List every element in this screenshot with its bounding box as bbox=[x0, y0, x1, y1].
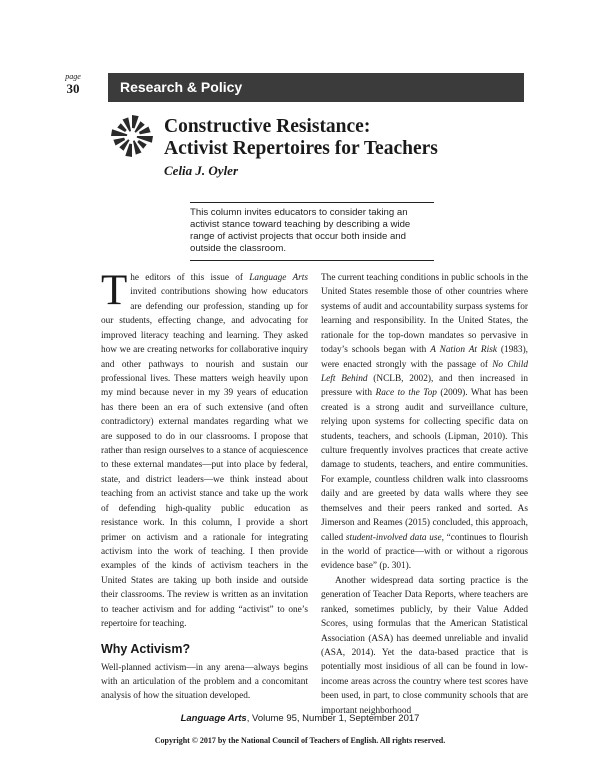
text-run: , “continues to flourish in the world of practice—with or without a rigorous evidence base” (p. 301). bbox=[321, 532, 528, 572]
text-run: (2009). What has been created is a strong audit and surveillance culture, relying upon systems for collecting specific data on students, teachers, and schools (Lipman, 2010). This culture frequently involves practices that create active damage to students, teachers, and entire communities. For example, countless children walk into classrooms daily and are greeted by data walls where they see themselves and their peers ranked and sorted. As Jimerson and Reames (2015) concluded, this approach, called bbox=[321, 388, 528, 543]
italic-run: A Nation At Risk bbox=[430, 345, 497, 356]
abstract: This column invites educators to consider taking an activist stance toward teaching by describing a wide range of activist projects that occur both inside and outside the classroom. bbox=[190, 202, 434, 261]
italic-run: student-involved data use bbox=[345, 532, 442, 543]
italic-run: Language Arts bbox=[249, 273, 308, 283]
text-run: Well-planned activism—in any arena—always begins with an articulation of the problem and a concomitant analysis of how the situation developed. bbox=[101, 662, 308, 702]
text-run: he editors of this issue of bbox=[130, 273, 250, 283]
drop-cap: T bbox=[101, 267, 128, 314]
intro-text bbox=[101, 267, 308, 630]
paragraph-3 bbox=[321, 271, 528, 574]
text-run: Another widespread data sorting practice is the generation of Teacher Data Reports, where teachers are ranked, sometimes publicly, by their Value Added Scores, using formulas that the American Statistical Association (ASA) has deemed unreliable and invalid (ASA, 2014). Yet the data-based practice that is potentially most insidious of all can be found in low-income areas across the country where test scores have been used, in part, to close community schools that are important neighborhood bbox=[321, 575, 528, 716]
title-line-2: Activist Repertoires for Teachers bbox=[164, 138, 438, 159]
italic-run: No Child Left Behind bbox=[321, 359, 528, 384]
page-label: page bbox=[65, 72, 81, 81]
paragraph-4 bbox=[321, 574, 528, 718]
text-run: (NCLB, 2002), and then increased in pressure with bbox=[321, 373, 528, 399]
journal-name: Language Arts bbox=[180, 713, 247, 724]
logo-petal bbox=[137, 140, 146, 149]
article-title bbox=[164, 116, 524, 160]
title-line-1: Constructive Resistance: bbox=[164, 116, 371, 137]
intro-paragraph bbox=[101, 267, 308, 632]
paragraph-2 bbox=[101, 661, 308, 704]
pinwheel-logo-icon bbox=[110, 114, 154, 158]
column-left bbox=[101, 267, 308, 704]
text-run: The current teaching conditions in public schools in the United States resemble those of other countries where systems of audit and accountability surpass systems for learning and responsibility. In the United States, the rationale for the top-down mandates so pervasive in today’s schools began with bbox=[321, 273, 528, 356]
section-banner: Research & Policy bbox=[108, 73, 524, 102]
page-number: 30 bbox=[66, 81, 80, 96]
journal-citation bbox=[0, 713, 600, 724]
section-heading: Why Activism? bbox=[101, 641, 191, 656]
logo-petal bbox=[117, 123, 126, 132]
copyright: Copyright © 2017 by the National Council of Teachers of English. All rights reserved. bbox=[154, 736, 446, 745]
journal-issue: , Volume 95, Number 1, September 2017 bbox=[246, 713, 420, 724]
text-run: (1983), were enacted strongly with the passage of bbox=[321, 345, 528, 370]
column-right bbox=[321, 271, 528, 718]
text-run: invited contributions showing how educators are defending our profession, standing up for our students, effecting change, and advocating for improved literacy teaching and learning. They asked how we are creating networks for collaborative inquiry and other pathways to nourish and sustain our professional lives. These matters weigh heavily upon my mind because never in my 39 years of education has there been an era of such extensive (and often contradictory) external mandates regarding what we are supposed to do in our classrooms. I propose that rather than resign ourselves to a stance of acquiescence to these external mandates—put into place by federal, state, and district leaders—we think instead about teaching from an activist stance and take up the work of defending high-quality public education as resistance work. In this column, I provide a short primer on activism and a rationale for integrating activism into the work of teaching. I then provide examples of the kinds of activism teachers in the United States are taking up both inside and outside their classrooms. The review is written as an invitation to teacher activism and for adding “activist” to one’s repertoire for teaching. bbox=[101, 287, 308, 630]
italic-run: Race to the Top bbox=[375, 388, 437, 399]
article-author: Celia J. Oyler bbox=[164, 163, 239, 178]
